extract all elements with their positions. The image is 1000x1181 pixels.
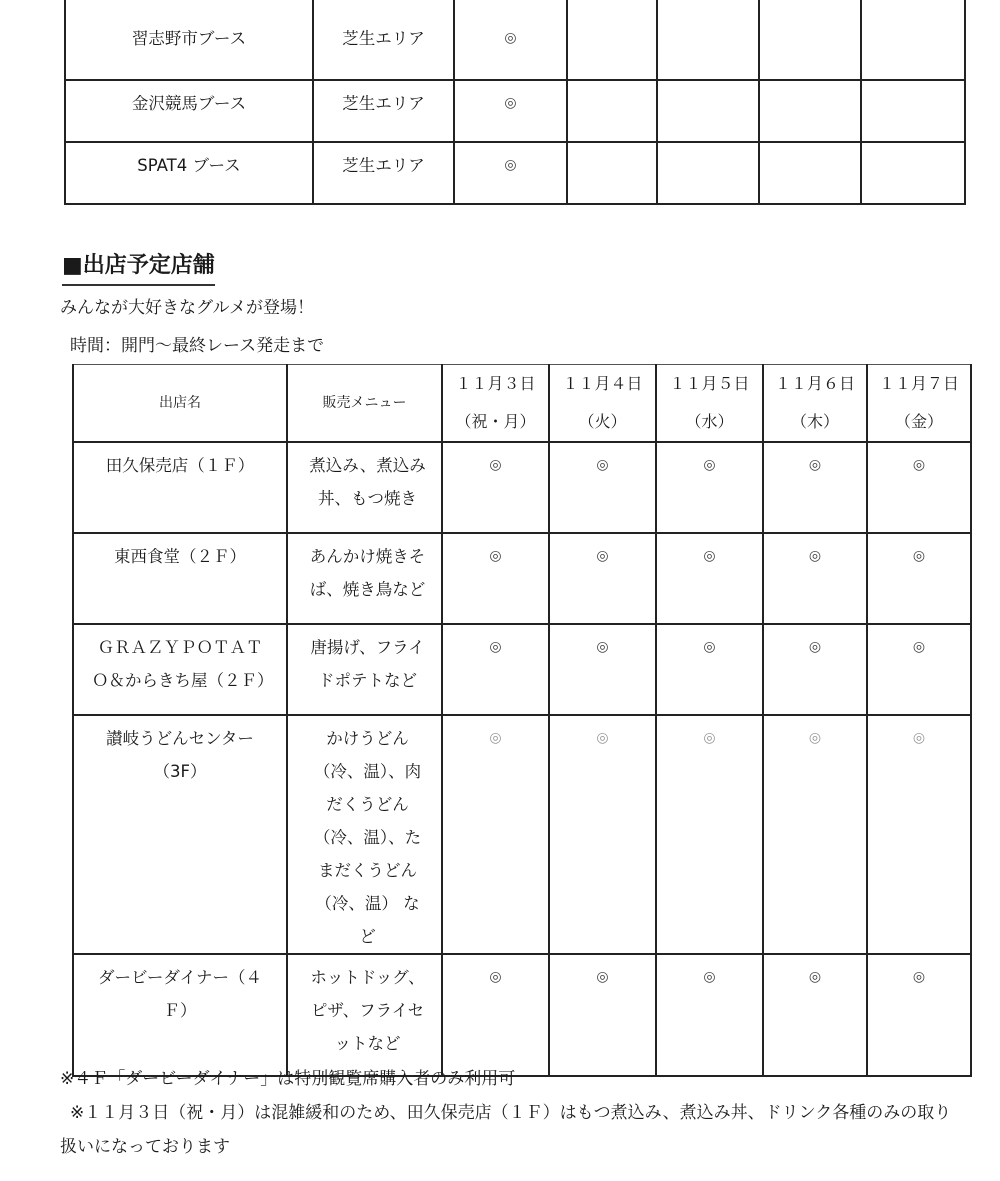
booth-row: [65, 80, 965, 142]
availability-mark: ◎: [656, 442, 763, 533]
header-date-label: １１月７日: [878, 374, 959, 393]
availability-mark: ◎: [549, 533, 656, 624]
availability-mark: ◎: [442, 715, 549, 954]
shop-name: ダービーダイナー（４Ｆ）: [73, 954, 287, 1076]
availability-mark: [759, 80, 861, 142]
availability-mark: ◎: [454, 80, 567, 142]
availability-mark: ◎: [867, 624, 971, 715]
booth-name: 金沢競馬ブース: [65, 80, 313, 142]
header-shop-name: 出店名: [73, 365, 287, 443]
availability-mark: [861, 142, 965, 204]
header-date-label: １１月４日: [562, 374, 643, 393]
section-intro: みんなが大好きなグルメが登場！: [60, 298, 314, 318]
availability-mark: ◎: [442, 954, 549, 1076]
header-date-label: １１月５日: [669, 374, 750, 393]
availability-mark: ◎: [454, 142, 567, 204]
availability-mark: ◎: [656, 954, 763, 1076]
header-day-label: （火）: [578, 412, 627, 431]
shop-menu: かけうどん（冷、温）、肉だくうどん（冷、温）、たまだくうどん（冷、温） など: [287, 715, 442, 954]
shop-name: 東西食堂（２Ｆ）: [73, 533, 287, 624]
shop-menu: 唐揚げ、フライドポテトなど: [287, 624, 442, 715]
header-day-label: （木）: [790, 412, 839, 431]
availability-mark: ◎: [867, 954, 971, 1076]
shop-table: [72, 364, 972, 1077]
header-date: [763, 365, 867, 443]
availability-mark: ◎: [549, 954, 656, 1076]
shop-menu: 煮込み、煮込み丼、もつ焼き: [287, 442, 442, 533]
shop-row: [73, 533, 971, 624]
availability-mark: ◎: [763, 624, 867, 715]
note-derby-diner: ※４Ｆ「ダービーダイナー」は特別観覧席購入者のみ利用可: [60, 1069, 516, 1089]
booth-area: 芝生エリア: [313, 0, 454, 80]
availability-mark: ◎: [763, 715, 867, 954]
shop-table-header: [73, 365, 971, 443]
availability-mark: ◎: [867, 533, 971, 624]
availability-mark: ◎: [549, 715, 656, 954]
header-menu: 販売メニュー: [287, 365, 442, 443]
shop-menu: ホットドッグ、ピザ、フライセットなど: [287, 954, 442, 1076]
availability-mark: [567, 0, 657, 80]
availability-mark: [861, 80, 965, 142]
availability-mark: ◎: [763, 533, 867, 624]
booth-name: SPAT4 ブース: [65, 142, 313, 204]
availability-mark: [567, 142, 657, 204]
availability-mark: ◎: [763, 442, 867, 533]
availability-mark: [657, 80, 759, 142]
shop-row: [73, 442, 971, 533]
availability-mark: ◎: [656, 533, 763, 624]
availability-mark: ◎: [442, 533, 549, 624]
availability-mark: ◎: [656, 624, 763, 715]
header-date-label: １１月３日: [455, 374, 536, 393]
shop-row: [73, 954, 971, 1076]
availability-mark: ◎: [867, 442, 971, 533]
booth-name: 習志野市ブース: [65, 0, 313, 80]
booth-row: [65, 142, 965, 204]
header-date: [656, 365, 763, 443]
availability-mark: [567, 80, 657, 142]
section-heading: ■出店予定店舗: [62, 250, 215, 286]
availability-mark: [759, 142, 861, 204]
opening-hours: 時間：開門～最終レース発走まで: [70, 336, 325, 356]
shop-row: [73, 624, 971, 715]
booth-area: 芝生エリア: [313, 80, 454, 142]
header-day-label: （水）: [685, 412, 734, 431]
header-date: [867, 365, 971, 443]
header-date-label: １１月６日: [774, 374, 855, 393]
header-date: [549, 365, 656, 443]
availability-mark: ◎: [454, 0, 567, 80]
header-date: [442, 365, 549, 443]
shop-menu: あんかけ焼きそば、焼き鳥など: [287, 533, 442, 624]
shop-row: [73, 715, 971, 954]
availability-mark: [657, 142, 759, 204]
availability-mark: ◎: [656, 715, 763, 954]
booth-row: [65, 0, 965, 80]
availability-mark: [759, 0, 861, 80]
header-day-label: （祝・月）: [455, 412, 536, 431]
availability-mark: ◎: [549, 442, 656, 533]
shop-name: 讃岐うどんセンター（3F）: [73, 715, 287, 954]
header-day-label: （金）: [894, 412, 943, 431]
shop-name: ＧＲＡＺＹＰＯＴＡＴＯ＆からきち屋（２Ｆ）: [73, 624, 287, 715]
availability-mark: [657, 0, 759, 80]
availability-mark: ◎: [442, 442, 549, 533]
availability-mark: ◎: [549, 624, 656, 715]
availability-mark: ◎: [763, 954, 867, 1076]
note-takubo-shop: ※１１月３日（祝・月）は混雑緩和のため、田久保売店（１Ｆ）はもつ煮込み、煮込み丼、ドリンク各種のみの取り扱いになっております: [60, 1103, 952, 1157]
shop-name: 田久保売店（１Ｆ）: [73, 442, 287, 533]
availability-mark: ◎: [867, 715, 971, 954]
booth-table: [64, 0, 966, 205]
availability-mark: ◎: [442, 624, 549, 715]
availability-mark: [861, 0, 965, 80]
booth-area: 芝生エリア: [313, 142, 454, 204]
